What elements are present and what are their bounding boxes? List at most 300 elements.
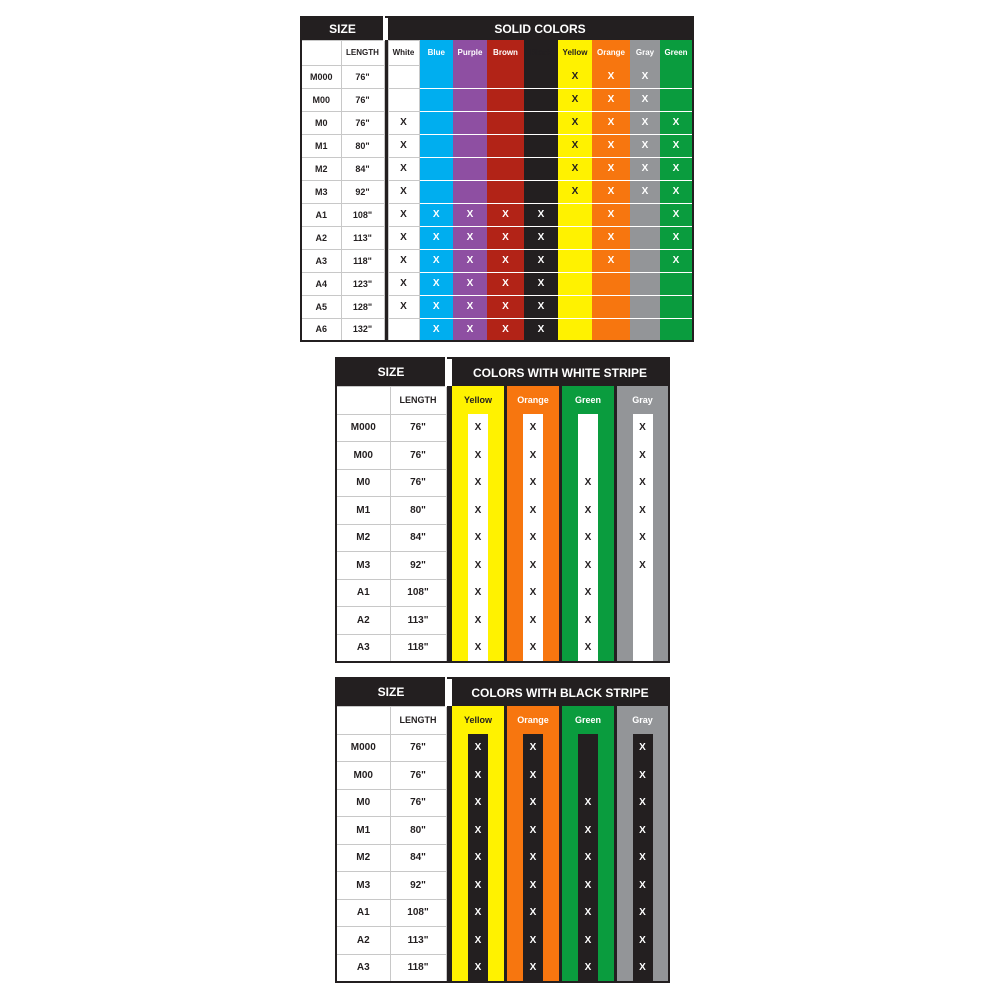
stripe: X [523, 872, 543, 900]
length-cell: 76" [390, 734, 446, 762]
stripe: X [633, 442, 653, 470]
stripe: X [468, 762, 488, 790]
availability-cell-orange [507, 789, 559, 817]
table-row [301, 226, 693, 249]
availability-cell-white [388, 318, 419, 341]
availability-cell-gray: X [630, 65, 660, 88]
availability-cell-yellow [452, 789, 504, 817]
table-row [301, 111, 693, 134]
stripe: X [523, 899, 543, 927]
availability-cell-green [660, 272, 693, 295]
availability-cell-orange [507, 927, 559, 955]
stripe: X [468, 414, 488, 442]
availability-cell-gray: X [630, 111, 660, 134]
availability-cell-black [524, 88, 558, 111]
size-cell: M1 [336, 817, 390, 845]
availability-cell-brown [487, 111, 524, 134]
availability-cell-orange: X [592, 157, 630, 180]
stripe: X [633, 954, 653, 981]
stripe [578, 442, 598, 470]
availability-cell-white: X [388, 295, 419, 318]
availability-cell-orange [592, 295, 630, 318]
stripe: X [578, 899, 598, 927]
size-header: SIZE [336, 358, 446, 386]
availability-cell-purple [453, 65, 487, 88]
availability-cell-yellow [558, 226, 592, 249]
availability-cell-brown: X [487, 249, 524, 272]
length-cell: 76" [341, 88, 384, 111]
availability-cell-green [562, 634, 614, 662]
size-cell: M00 [336, 762, 390, 790]
availability-cell-orange [507, 634, 559, 662]
availability-cell-yellow [558, 318, 592, 341]
availability-cell-yellow [452, 954, 504, 982]
availability-cell-purple [453, 180, 487, 203]
availability-cell-blue: X [419, 272, 453, 295]
stripe: X [523, 762, 543, 790]
availability-cell-orange [507, 607, 559, 635]
stripe: X [633, 844, 653, 872]
availability-cell-black [524, 111, 558, 134]
stripe: X [633, 872, 653, 900]
availability-cell-orange [507, 497, 559, 525]
availability-cell-orange: X [592, 180, 630, 203]
stripe: X [523, 552, 543, 580]
availability-cell-yellow [452, 607, 504, 635]
availability-cell-yellow [452, 579, 504, 607]
availability-cell-yellow [452, 899, 504, 927]
availability-cell-blue: X [419, 203, 453, 226]
availability-cell-blue: X [419, 295, 453, 318]
table-row [336, 524, 669, 552]
length-cell: 76" [341, 111, 384, 134]
availability-cell-purple [453, 88, 487, 111]
length-cell: 84" [390, 844, 446, 872]
stripe: X [468, 872, 488, 900]
length-cell: 92" [341, 180, 384, 203]
availability-cell-green: X [660, 249, 693, 272]
stripe: X [523, 579, 543, 607]
table-row [336, 872, 669, 900]
stripe: X [523, 927, 543, 955]
availability-cell-white: X [388, 134, 419, 157]
availability-cell-green [562, 954, 614, 982]
availability-cell-purple [453, 134, 487, 157]
column-header-gray: Gray [617, 706, 669, 734]
stripe: X [578, 607, 598, 635]
black-stripe-header-row [336, 678, 669, 706]
availability-cell-blue [419, 111, 453, 134]
availability-cell-yellow [452, 844, 504, 872]
solid-colors-column-row [301, 40, 693, 65]
availability-cell-orange: X [592, 203, 630, 226]
availability-cell-blue [419, 134, 453, 157]
availability-cell-blue [419, 180, 453, 203]
availability-cell-yellow [558, 295, 592, 318]
availability-cell-white: X [388, 249, 419, 272]
availability-cell-gray [617, 497, 669, 525]
availability-cell-yellow: X [558, 65, 592, 88]
availability-cell-orange: X [592, 134, 630, 157]
table-row [336, 579, 669, 607]
availability-cell-black [524, 180, 558, 203]
stripe: X [578, 844, 598, 872]
availability-cell-blue: X [419, 249, 453, 272]
table-row [336, 844, 669, 872]
availability-cell-purple: X [453, 226, 487, 249]
size-cell: M0 [336, 789, 390, 817]
table-row [336, 734, 669, 762]
column-header-green: Green [562, 386, 614, 414]
availability-cell-brown [487, 180, 524, 203]
size-column-blank [336, 706, 390, 734]
stripe: X [468, 734, 488, 762]
availability-cell-gray [617, 789, 669, 817]
stripe: X [468, 927, 488, 955]
length-cell: 113" [390, 927, 446, 955]
availability-cell-green [562, 872, 614, 900]
availability-cell-orange [507, 469, 559, 497]
availability-cell-green [562, 442, 614, 470]
size-cell: M0 [301, 111, 341, 134]
stripe: X [468, 817, 488, 845]
availability-cell-gray [617, 844, 669, 872]
column-header-black: Black [524, 40, 558, 65]
size-cell: M2 [301, 157, 341, 180]
size-cell: M000 [336, 734, 390, 762]
availability-cell-orange: X [592, 111, 630, 134]
table-row [336, 607, 669, 635]
length-cell: 84" [390, 524, 446, 552]
column-header-yellow: Yellow [558, 40, 592, 65]
stripe: X [523, 607, 543, 635]
stripe: X [523, 524, 543, 552]
availability-cell-gray [617, 579, 669, 607]
table-row [336, 789, 669, 817]
length-cell: 123" [341, 272, 384, 295]
availability-cell-yellow [452, 872, 504, 900]
availability-cell-brown: X [487, 272, 524, 295]
availability-cell-yellow: X [558, 111, 592, 134]
stripe: X [578, 634, 598, 661]
availability-cell-green [562, 789, 614, 817]
availability-cell-yellow: X [558, 157, 592, 180]
stripe: X [578, 789, 598, 817]
availability-cell-orange [507, 734, 559, 762]
table-row [336, 634, 669, 662]
availability-cell-gray [630, 249, 660, 272]
length-cell: 76" [341, 65, 384, 88]
length-cell: 76" [390, 762, 446, 790]
stripe: X [468, 524, 488, 552]
length-cell: 92" [390, 552, 446, 580]
availability-cell-yellow: X [558, 134, 592, 157]
stripe: X [578, 954, 598, 981]
availability-cell-green: X [660, 111, 693, 134]
availability-cell-yellow [452, 497, 504, 525]
size-cell: A3 [301, 249, 341, 272]
availability-cell-gray [617, 607, 669, 635]
availability-cell-gray [617, 872, 669, 900]
table-row [336, 954, 669, 982]
availability-cell-brown [487, 134, 524, 157]
availability-cell-gray [630, 295, 660, 318]
stripe: X [578, 872, 598, 900]
availability-cell-orange [507, 817, 559, 845]
size-cell: A1 [301, 203, 341, 226]
stripe: X [633, 734, 653, 762]
size-cell: M00 [336, 442, 390, 470]
black-stripe-table [335, 677, 670, 983]
availability-cell-purple [453, 111, 487, 134]
availability-cell-gray [617, 817, 669, 845]
availability-cell-yellow [558, 272, 592, 295]
black-stripe-title: COLORS WITH BLACK STRIPE [452, 678, 669, 706]
availability-cell-yellow [452, 927, 504, 955]
availability-cell-yellow [452, 469, 504, 497]
availability-cell-green [562, 734, 614, 762]
length-cell: 84" [341, 157, 384, 180]
availability-cell-gray: X [630, 134, 660, 157]
stripe: X [633, 414, 653, 442]
stripe: X [633, 524, 653, 552]
size-column-blank [301, 40, 341, 65]
availability-cell-green [562, 469, 614, 497]
availability-cell-green [660, 65, 693, 88]
availability-cell-blue: X [419, 318, 453, 341]
availability-cell-gray [617, 899, 669, 927]
availability-cell-black: X [524, 272, 558, 295]
stripe: X [468, 442, 488, 470]
availability-cell-green [562, 817, 614, 845]
availability-cell-green [562, 762, 614, 790]
availability-cell-gray: X [630, 180, 660, 203]
availability-cell-green: X [660, 134, 693, 157]
availability-cell-black: X [524, 318, 558, 341]
availability-cell-orange [507, 844, 559, 872]
column-header-blue: Blue [419, 40, 453, 65]
availability-cell-green [562, 579, 614, 607]
table-row [301, 295, 693, 318]
size-cell: A3 [336, 954, 390, 982]
availability-cell-purple: X [453, 203, 487, 226]
white-stripe-column-row [336, 386, 669, 414]
availability-cell-green [562, 899, 614, 927]
length-cell: 118" [390, 634, 446, 662]
size-cell: A1 [336, 899, 390, 927]
size-cell: M000 [301, 65, 341, 88]
availability-cell-orange [507, 442, 559, 470]
length-header: LENGTH [390, 706, 446, 734]
availability-cell-gray [617, 524, 669, 552]
availability-cell-orange [592, 318, 630, 341]
availability-cell-gray [617, 954, 669, 982]
column-header-purple: Purple [453, 40, 487, 65]
table-row [301, 249, 693, 272]
availability-cell-white: X [388, 111, 419, 134]
stripe: X [523, 497, 543, 525]
availability-cell-white: X [388, 226, 419, 249]
stripe: X [633, 789, 653, 817]
availability-cell-brown: X [487, 295, 524, 318]
length-cell: 118" [341, 249, 384, 272]
availability-cell-green [562, 497, 614, 525]
stripe: X [468, 579, 488, 607]
column-header-gray: Gray [630, 40, 660, 65]
availability-cell-white: X [388, 203, 419, 226]
availability-cell-gray [630, 272, 660, 295]
stripe: X [523, 469, 543, 497]
length-cell: 108" [390, 579, 446, 607]
stripe [578, 762, 598, 790]
availability-cell-purple [453, 157, 487, 180]
stripe: X [523, 414, 543, 442]
white-stripe-header-row [336, 358, 669, 386]
availability-cell-brown [487, 88, 524, 111]
availability-cell-purple: X [453, 295, 487, 318]
table-row [301, 318, 693, 341]
size-cell: A2 [301, 226, 341, 249]
availability-cell-yellow [452, 817, 504, 845]
table-row [301, 203, 693, 226]
availability-cell-brown: X [487, 226, 524, 249]
availability-cell-black: X [524, 295, 558, 318]
availability-cell-yellow [452, 762, 504, 790]
availability-cell-black: X [524, 203, 558, 226]
availability-cell-white: X [388, 180, 419, 203]
length-cell: 76" [390, 469, 446, 497]
stripe: X [578, 524, 598, 552]
availability-cell-orange [507, 899, 559, 927]
white-stripe-title: COLORS WITH WHITE STRIPE [452, 358, 669, 386]
column-header-brown: Brown [487, 40, 524, 65]
stripe: X [578, 497, 598, 525]
column-header-yellow: Yellow [452, 706, 504, 734]
size-cell: M1 [336, 497, 390, 525]
stripe: X [633, 552, 653, 580]
table-row [301, 272, 693, 295]
availability-cell-gray [617, 734, 669, 762]
table-row [301, 88, 693, 111]
availability-cell-green [660, 318, 693, 341]
availability-cell-green [562, 414, 614, 442]
size-cell: M000 [336, 414, 390, 442]
availability-cell-yellow [558, 203, 592, 226]
size-cell: M2 [336, 524, 390, 552]
availability-cell-purple: X [453, 318, 487, 341]
table-row [336, 927, 669, 955]
table-row [336, 414, 669, 442]
solid-colors-header-row [301, 17, 693, 40]
availability-cell-yellow [452, 414, 504, 442]
availability-cell-yellow: X [558, 88, 592, 111]
size-cell: A4 [301, 272, 341, 295]
availability-cell-blue [419, 157, 453, 180]
availability-cell-brown: X [487, 318, 524, 341]
availability-cell-yellow [452, 734, 504, 762]
availability-cell-yellow [452, 634, 504, 662]
column-header-gray: Gray [617, 386, 669, 414]
column-header-green: Green [660, 40, 693, 65]
availability-cell-black [524, 134, 558, 157]
availability-cell-yellow [558, 249, 592, 272]
stripe: X [468, 607, 488, 635]
length-cell: 80" [341, 134, 384, 157]
table-row [301, 134, 693, 157]
availability-cell-purple: X [453, 272, 487, 295]
availability-cell-orange [507, 524, 559, 552]
solid-colors-title: SOLID COLORS [388, 17, 693, 40]
size-column-blank [336, 386, 390, 414]
availability-cell-orange [592, 272, 630, 295]
stripe: X [468, 634, 488, 661]
availability-cell-orange: X [592, 226, 630, 249]
table-row [336, 762, 669, 790]
length-cell: 113" [390, 607, 446, 635]
stripe: X [468, 469, 488, 497]
availability-cell-green [562, 552, 614, 580]
stripe [633, 607, 653, 635]
availability-cell-yellow: X [558, 180, 592, 203]
availability-cell-green [562, 524, 614, 552]
column-header-white: White [388, 40, 419, 65]
stripe: X [523, 634, 543, 661]
stripe: X [578, 552, 598, 580]
availability-cell-orange [507, 552, 559, 580]
stripe: X [523, 954, 543, 981]
length-cell: 108" [341, 203, 384, 226]
length-cell: 92" [390, 872, 446, 900]
availability-cell-purple: X [453, 249, 487, 272]
stripe [633, 634, 653, 661]
stripe: X [468, 497, 488, 525]
stripe: X [578, 579, 598, 607]
availability-cell-brown [487, 65, 524, 88]
size-cell: M0 [336, 469, 390, 497]
table-row [336, 442, 669, 470]
size-cell: A3 [336, 634, 390, 662]
availability-cell-orange: X [592, 249, 630, 272]
table-row [301, 157, 693, 180]
availability-cell-gray [617, 634, 669, 662]
length-cell: 80" [390, 497, 446, 525]
length-cell: 76" [390, 789, 446, 817]
size-cell: A2 [336, 607, 390, 635]
availability-cell-green: X [660, 157, 693, 180]
availability-cell-yellow [452, 524, 504, 552]
availability-cell-black [524, 157, 558, 180]
availability-cell-orange: X [592, 65, 630, 88]
stripe: X [578, 927, 598, 955]
column-header-orange: Orange [507, 706, 559, 734]
size-cell: M00 [301, 88, 341, 111]
size-cell: M1 [301, 134, 341, 157]
size-cell: A5 [301, 295, 341, 318]
availability-cell-gray [630, 226, 660, 249]
stripe: X [633, 469, 653, 497]
availability-cell-orange [507, 872, 559, 900]
stripe: X [468, 954, 488, 981]
availability-cell-gray [630, 203, 660, 226]
stripe: X [633, 927, 653, 955]
size-cell: M3 [301, 180, 341, 203]
availability-cell-blue [419, 88, 453, 111]
stripe: X [523, 844, 543, 872]
stripe: X [633, 817, 653, 845]
length-header: LENGTH [390, 386, 446, 414]
table-row [336, 497, 669, 525]
length-cell: 113" [341, 226, 384, 249]
